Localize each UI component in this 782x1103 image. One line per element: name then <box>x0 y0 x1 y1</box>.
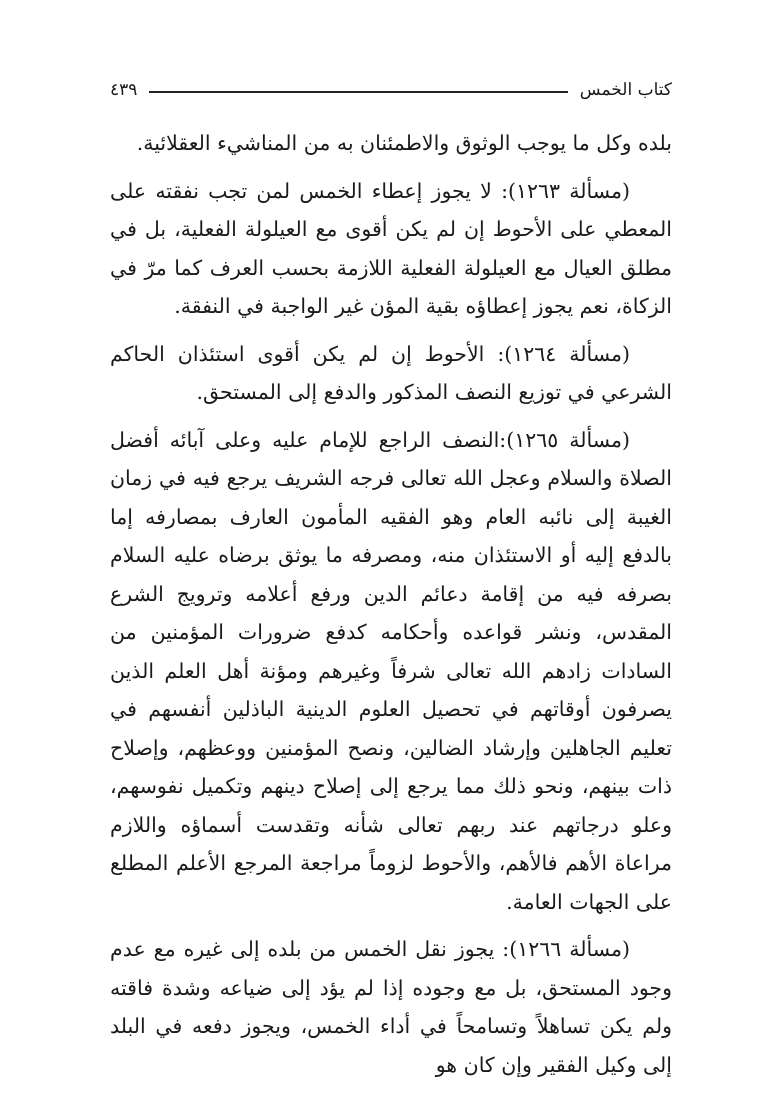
paragraph-masala-1265: (مسألة ١٢٦٥):النصف الراجع للإمام عليه وعلى آبائه أفضل الصلاة والسلام وعجل الله تعالى فرجه الشريف يرجع فيه في زمان الغيبة إلى نائبه العام وهو الفقيه المأمون العارف بمصارفه إما بالدفع إليه أو الاستئذان منه، ومصرفه ما يوثق برضاه عليه السلام بصرفه فيه من إقامة دعائم الدين ورفع أعلامه وترويج الشرع المقدس، ونشر قواعده وأحكامه كدفع ضرورات المؤمنين من السادات زادهم الله تعالى شرفاً وغيرهم ومؤنة أهل العلم الذين يصرفون أوقاتهم في تحصيل العلوم الدينية الباذلين أنفسهم في تعليم الجاهلين وإرشاد الضالين، ونصح المؤمنين ووعظهم، وإصلاح ذات بينهم، ونحو ذلك مما يرجع إلى إصلاح دينهم وتكميل نفوسهم، وعلو درجاتهم عند ربهم تعالى شأنه وتقدست أسماؤه واللازم مراعاة الأهم فالأهم، والأحوط لزوماً مراجعة المرجع الأعلم المطلع على الجهات العامة. <box>110 427 672 914</box>
book-title: كتاب الخمس <box>579 80 672 100</box>
paragraph-masala-1263: (مسألة ١٢٦٣): لا يجوز إعطاء الخمس لمن تجب نفقته على المعطي على الأحوط إن لم يكن أقوى مع العيلولة الفعلية، بل في مطلق العيال مع العيلولة الفعلية اللازمة بحسب العرف كما مرّ في الزكاة، نعم يجوز إعطاؤه بقية المؤن غير الواجبة في النفقة. <box>110 178 672 318</box>
paragraph-continuation: بلده وكل ما يوجب الوثوق والاطمئنان به من المناشيء العقلائية. <box>136 131 672 155</box>
running-header <box>110 76 672 104</box>
header-rule <box>149 91 567 93</box>
page-body <box>110 124 672 1093</box>
paragraph-masala-1266: (مسألة ١٢٦٦): يجوز نقل الخمس من بلده إلى غيره مع عدم وجود المستحق، بل مع وجوده إذا لم يؤد إلى ضياعه وشدة فاقته ولم يكن تساهلاً وتسامحاً في أداء الخمس، ويجوز دفعه في البلد إلى وكيل الفقير وإن كان هو <box>110 937 672 1077</box>
page-number: ٤٣٩ <box>110 80 138 100</box>
paragraph-masala-1264: (مسألة ١٢٦٤): الأحوط إن لم يكن أقوى استئذان الحاكم الشرعي في توزيع النصف المذكور والدفع إلى المستحق. <box>110 341 672 404</box>
